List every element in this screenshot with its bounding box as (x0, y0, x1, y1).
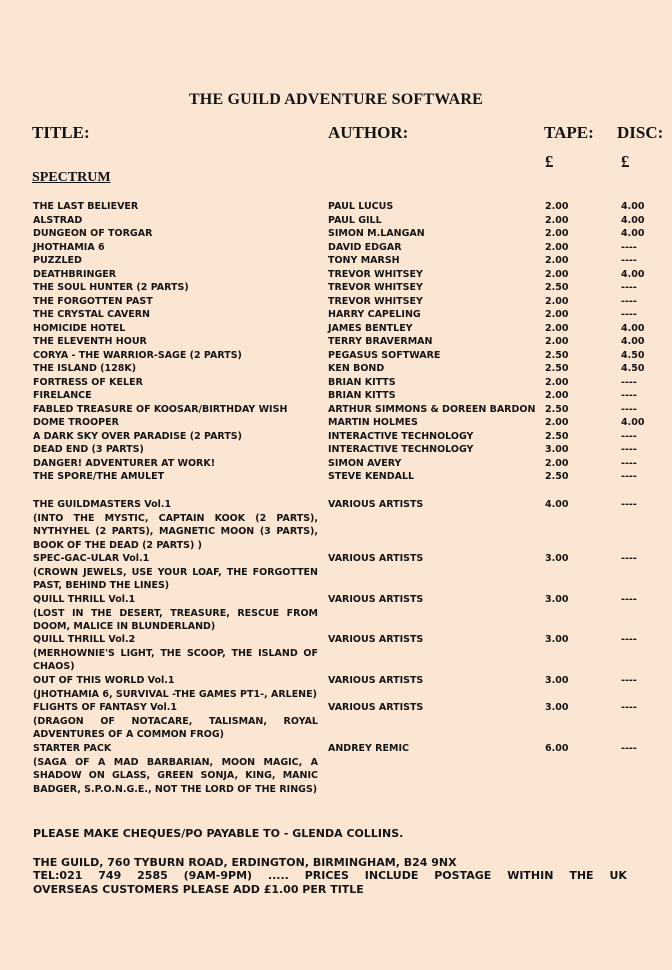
tape-column-header: TAPE: (544, 123, 594, 142)
game-author: VARIOUS ARTISTS (328, 553, 424, 564)
game-author: VARIOUS ARTISTS (328, 594, 424, 605)
game-author: TREVOR WHITSEY (328, 268, 423, 280)
tape-price: 2.00 (545, 214, 569, 226)
tape-price: 2.00 (545, 390, 569, 401)
disc-price: ---- (621, 376, 637, 388)
tape-price: 2.00 (545, 417, 569, 428)
tape-price: 2.50 (545, 363, 569, 374)
game-author: SIMON AVERY (328, 457, 402, 469)
cheques-note: PLEASE MAKE CHEQUES/PO PAYABLE TO - GLENDA COLLINS. (33, 827, 404, 840)
game-author: VARIOUS ARTISTS (328, 634, 424, 645)
author-column-header: AUTHOR: (328, 123, 409, 142)
game-author: TONY MARSH (328, 255, 400, 266)
section-heading: SPECTRUM (32, 170, 111, 185)
telephone-word: TEL:021 (33, 869, 83, 882)
game-title: FIRELANCE (33, 390, 92, 401)
telephone-word: UK (609, 869, 627, 882)
tape-price: 4.00 (545, 499, 569, 510)
compilation-contents: (CROWN JEWELS, USE YOUR LOAF, THE FORGOTTEN PAST, BEHIND THE LINES) (33, 566, 318, 591)
disc-price: ---- (621, 553, 637, 564)
disc-price: 4.00 (621, 214, 645, 226)
tape-price: 2.00 (545, 241, 569, 253)
game-author: VARIOUS ARTISTS (328, 675, 424, 686)
tape-price: 2.00 (545, 336, 569, 347)
game-title: THE CRYSTAL CAVERN (33, 309, 150, 320)
compilation-contents: (DRAGON OF NOTACARE, TALISMAN, ROYAL ADVENTURES OF A COMMON FROG) (33, 715, 318, 740)
game-author: BRIAN KITTS (328, 390, 396, 401)
game-author: VARIOUS ARTISTS (328, 499, 424, 510)
compilation-contents: (MERHOWNIE'S LIGHT, THE SCOOP, THE ISLAND OF CHAOS) (33, 647, 318, 672)
game-author: INTERACTIVE TECHNOLOGY (328, 444, 474, 455)
address-line: THE GUILD, 760 TYBURN ROAD, ERDINGTON, BIRMINGHAM, B24 9NX (33, 856, 457, 869)
tape-price: 2.00 (545, 309, 569, 320)
game-title: THE SPORE/THE AMULET (33, 471, 165, 482)
tape-price: 2.00 (545, 457, 569, 469)
disc-price: ---- (621, 702, 637, 713)
tape-price: 2.00 (545, 228, 569, 239)
compilation-contents: (LOST IN THE DESERT, TREASURE, RESCUE FROM DOOM, MALICE IN BLUNDERLAND) (33, 607, 318, 632)
tape-price: 2.00 (545, 255, 569, 266)
game-author: TERRY BRAVERMAN (328, 336, 433, 347)
game-title: DEATHBRINGER (33, 268, 117, 280)
game-author: HARRY CAPELING (328, 309, 421, 320)
disc-currency: £ (621, 152, 630, 171)
game-author: ARTHUR SIMMONS & DOREEN BARDON (328, 403, 536, 415)
disc-price: ---- (621, 743, 637, 754)
game-title: THE ELEVENTH HOUR (33, 336, 147, 347)
game-title: THE FORGOTTEN PAST (33, 295, 153, 307)
disc-price: ---- (621, 675, 637, 686)
game-author: MARTIN HOLMES (328, 417, 418, 428)
game-author: TREVOR WHITSEY (328, 295, 423, 307)
overseas-note: OVERSEAS CUSTOMERS PLEASE ADD £1.00 PER TITLE (33, 883, 364, 896)
disc-price: 4.00 (621, 228, 645, 239)
game-title: THE GUILDMASTERS Vol.1 (33, 499, 172, 510)
game-title: FABLED TREASURE OF KOOSAR/BIRTHDAY WISH (33, 403, 288, 415)
disc-price: ---- (621, 403, 637, 415)
tape-price: 2.50 (545, 430, 569, 442)
disc-price: 4.00 (621, 322, 645, 334)
telephone-word: WITHIN (507, 869, 554, 882)
tape-price: 3.00 (545, 634, 569, 645)
game-author: ANDREY REMIC (328, 743, 409, 754)
telephone-word: THE (569, 869, 594, 882)
game-author: TREVOR WHITSEY (328, 282, 423, 293)
title-column-header: TITLE: (32, 123, 90, 142)
tape-price: 2.00 (545, 295, 569, 307)
disc-price: 4.00 (621, 268, 645, 280)
disc-price: 4.50 (621, 349, 645, 361)
game-author: STEVE KENDALL (328, 471, 415, 482)
telephone-word: 2585 (137, 869, 168, 882)
game-title: DOME TROOPER (33, 417, 119, 428)
game-title: QUILL THRILL Vol.2 (33, 634, 136, 645)
tape-currency: £ (545, 152, 554, 171)
tape-price: 2.50 (545, 282, 569, 293)
disc-price: ---- (621, 471, 637, 482)
disc-price: ---- (621, 390, 637, 401)
compilation-contents: (JHOTHAMIA 6, SURVIVAL -THE GAMES PT1-, ARLENE) (33, 688, 317, 700)
game-author: VARIOUS ARTISTS (328, 702, 424, 713)
tape-price: 2.50 (545, 349, 569, 361)
game-title: SPEC-GAC-ULAR Vol.1 (33, 553, 150, 564)
compilation-contents: (SAGA OF A MAD BARBARIAN, MOON MAGIC, A SHADOW ON GLASS, GREEN SONJA, KING, MANIC BADGER, S.P.O.N.G.E., NOT THE LORD OF THE RINGS) (33, 756, 318, 795)
game-title: FLIGHTS OF FANTASY Vol.1 (33, 702, 177, 713)
game-title: A DARK SKY OVER PARADISE (2 PARTS) (33, 430, 242, 442)
game-title: DUNGEON OF TORGAR (33, 228, 153, 239)
game-title: THE SOUL HUNTER (2 PARTS) (33, 282, 189, 293)
game-author: SIMON M.LANGAN (328, 228, 425, 239)
game-title: THE ISLAND (128K) (33, 363, 137, 374)
disc-column-header: DISC: (617, 123, 664, 142)
game-title: OUT OF THIS WORLD Vol.1 (33, 675, 175, 686)
tape-price: 6.00 (545, 743, 569, 754)
tape-price: 2.00 (545, 322, 569, 334)
compilation-contents: (INTO THE MYSTIC, CAPTAIN KOOK (2 PARTS), NYTHYHEL (2 PARTS), MAGNETIC MOON (3 PARTS), BOOK OF THE DEAD (2 PARTS) ) (33, 512, 318, 551)
disc-price: ---- (621, 594, 637, 605)
game-author: PAUL LUCUS (328, 201, 394, 212)
game-title: HOMICIDE HOTEL (33, 322, 126, 334)
tape-price: 3.00 (545, 675, 569, 686)
tape-price: 2.50 (545, 471, 569, 482)
game-author: JAMES BENTLEY (328, 322, 413, 334)
disc-price: ---- (621, 241, 637, 253)
telephone-word: ..... (267, 869, 289, 882)
telephone-word: INCLUDE (364, 869, 419, 882)
game-title: PUZZLED (33, 255, 82, 266)
disc-price: ---- (621, 430, 637, 442)
game-author: INTERACTIVE TECHNOLOGY (328, 430, 474, 442)
tape-price: 2.00 (545, 201, 569, 212)
tape-price: 2.50 (545, 403, 569, 415)
game-title: JHOTHAMIA 6 (33, 241, 105, 253)
disc-price: ---- (621, 295, 637, 307)
tape-price: 3.00 (545, 702, 569, 713)
disc-price: 4.00 (621, 336, 645, 347)
game-author: BRIAN KITTS (328, 376, 396, 388)
game-title: DEAD END (3 PARTS) (33, 444, 144, 455)
game-author: KEN BOND (328, 363, 385, 374)
disc-price: 4.00 (621, 201, 645, 212)
telephone-word: PRICES (304, 869, 349, 882)
disc-price: ---- (621, 282, 637, 293)
disc-price: 4.50 (621, 363, 645, 374)
game-title: FORTRESS OF KELER (33, 376, 143, 388)
tape-price: 2.00 (545, 268, 569, 280)
disc-price: ---- (621, 309, 637, 320)
game-author: DAVID EDGAR (328, 241, 402, 253)
game-title: QUILL THRILL Vol.1 (33, 594, 136, 605)
disc-price: ---- (621, 499, 637, 510)
game-author: PEGASUS SOFTWARE (328, 349, 441, 361)
telephone-word: POSTAGE (434, 869, 492, 882)
telephone-line (33, 869, 627, 883)
tape-price: 3.00 (545, 444, 569, 455)
game-title: STARTER PACK (33, 743, 112, 754)
telephone-word: 749 (98, 869, 122, 882)
tape-price: 3.00 (545, 594, 569, 605)
tape-price: 2.00 (545, 376, 569, 388)
game-title: THE LAST BELIEVER (33, 201, 139, 212)
disc-price: ---- (621, 634, 637, 645)
disc-price: ---- (621, 457, 637, 469)
document-title: THE GUILD ADVENTURE SOFTWARE (188, 91, 484, 108)
disc-price: ---- (621, 255, 637, 266)
game-title: ALSTRAD (33, 214, 83, 226)
game-title: DANGER! ADVENTURER AT WORK! (33, 457, 216, 469)
game-title: CORYA - THE WARRIOR-SAGE (2 PARTS) (33, 349, 242, 361)
disc-price: 4.00 (621, 417, 645, 428)
game-author: PAUL GILL (328, 214, 382, 226)
disc-price: ---- (621, 444, 637, 455)
telephone-word: (9AM-9PM) (183, 869, 253, 882)
tape-price: 3.00 (545, 553, 569, 564)
